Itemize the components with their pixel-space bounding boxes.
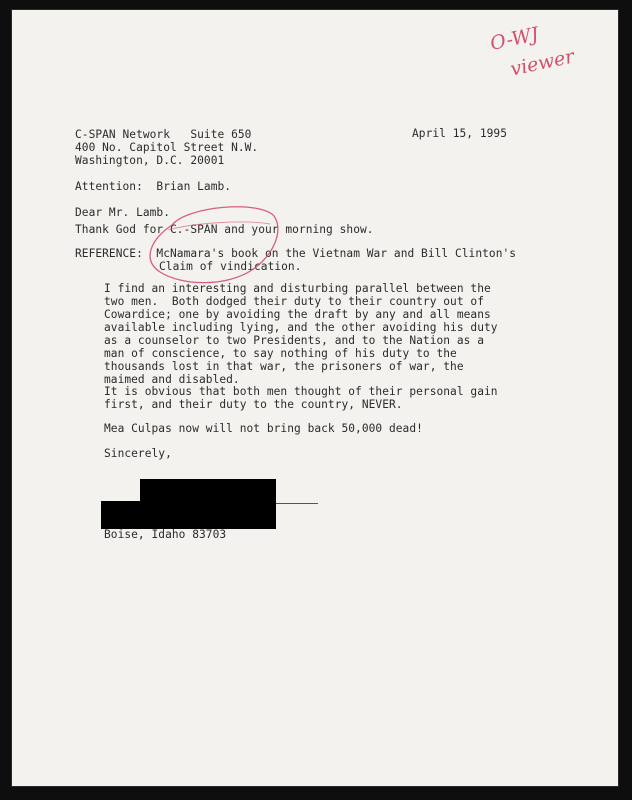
body-line: Mea Culpas now will not bring back 50,000 dead! (104, 422, 423, 435)
recipient-line-3: Washington, D.C. 20001 (75, 154, 225, 167)
body-line: two men. Both dodged their duty to their country out of (104, 295, 484, 308)
closing: Sincerely, (104, 447, 172, 460)
body-line: Cowardice; one by avoiding the draft by any and all means (104, 308, 491, 321)
letter-page (12, 10, 618, 786)
signature-address: Boise, Idaho 83703 (104, 528, 227, 541)
attention-line: Attention: Brian Lamb. (75, 180, 232, 193)
body-line: man of conscience, to say nothing of his duty to the (104, 347, 457, 360)
redacted-name (101, 501, 155, 529)
body-line: maimed and disabled. (104, 373, 240, 386)
body-line: It is obvious that both men thought of their personal gain (104, 385, 498, 398)
reference-line-2: Claim of vindication. (159, 260, 302, 273)
body-line: thousands lost in that war, the prisoners of war, the (104, 360, 464, 373)
redacted-signature (140, 479, 276, 529)
handwritten-note-line2: viewer (508, 45, 577, 81)
salutation: Dear Mr. Lamb. (75, 206, 170, 219)
body-line: as a counselor to two Presidents, and to the Nation as a (104, 334, 484, 347)
handwritten-note-line1: O-WJ (488, 23, 541, 55)
intro-line: Thank God for C.-SPAN and your morning show. (75, 223, 374, 236)
letter-date: April 15, 1995 (412, 127, 507, 140)
body-line: available including lying, and the other avoiding his duty (104, 321, 498, 334)
reference-line-1: REFERENCE: McNamara's book on the Vietnam War and Bill Clinton's (75, 247, 517, 260)
signature-line (276, 503, 318, 504)
recipient-line-2: 400 No. Capitol Street N.W. (75, 141, 259, 154)
body-line: I find an interesting and disturbing parallel between the (104, 282, 491, 295)
recipient-line-1: C-SPAN Network Suite 650 (75, 128, 252, 141)
body-line: first, and their duty to the country, NEVER. (104, 398, 403, 411)
